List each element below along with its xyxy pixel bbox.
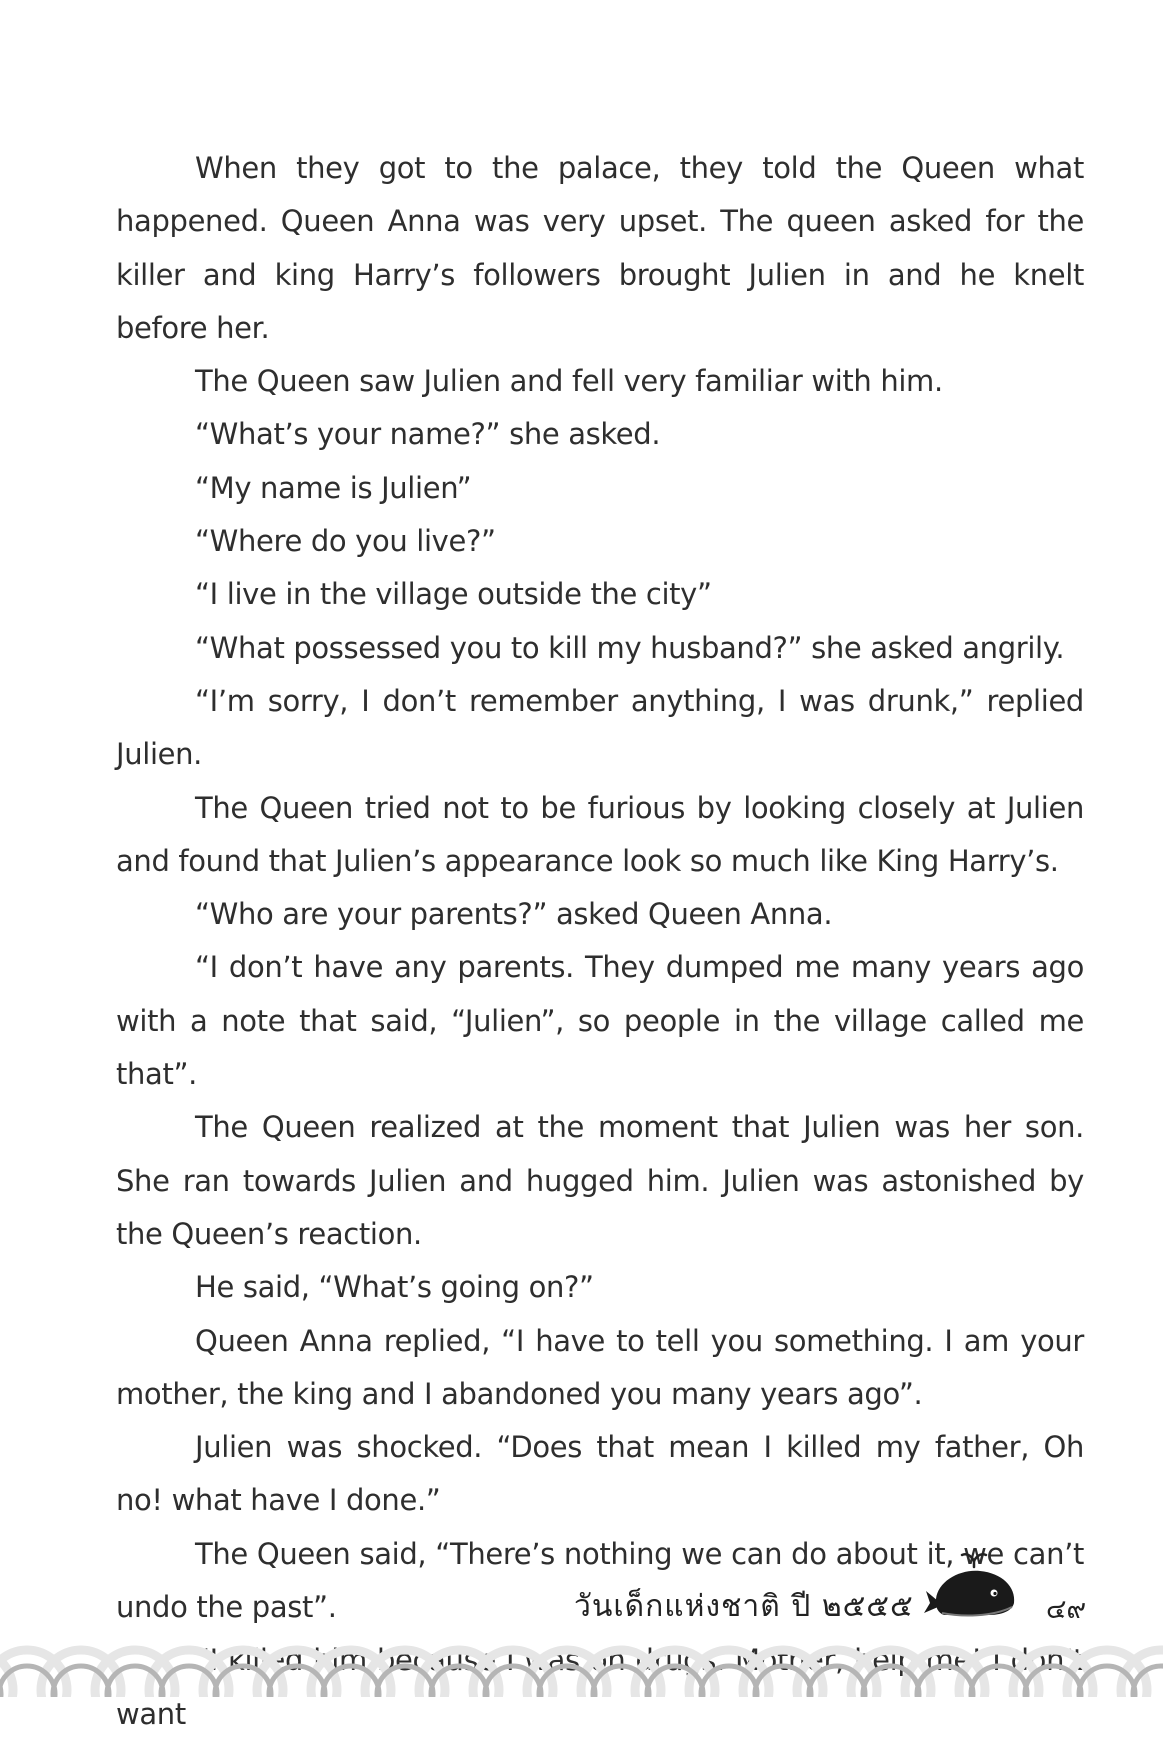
footer-title: วันเด็กแห่งชาติ ปี ๒๕๕๕ — [574, 1589, 914, 1624]
arch-inner — [53, 1666, 109, 1697]
decorative-arch-border — [0, 1628, 1163, 1697]
paragraph: “What’s your name?” she asked. — [195, 417, 661, 452]
arch-inner — [755, 1666, 811, 1697]
paragraph: The Queen saw Julien and fell very familiar with him. — [195, 364, 943, 399]
paragraph: The Queen tried not to be furious by looking closely at Julien and found that Julien’s appearance look so much like King Harry’s. — [116, 790, 1084, 878]
paragraph: “What possessed you to kill my husband?” she asked angrily. — [195, 630, 1065, 665]
paragraph: “I don’t have any parents. They dumped me many years ago with a note that said, “Julien”, so people in the village called me that”. — [116, 950, 1084, 1092]
arch-inner — [539, 1666, 595, 1697]
arch-inner — [971, 1666, 1027, 1697]
arch-inner — [377, 1666, 433, 1697]
arch-inner — [323, 1666, 379, 1697]
paragraph: Julien was shocked. “Does that mean I killed my father, Oh no! what have I done.” — [116, 1430, 1084, 1518]
paragraph: When they got to the palace, they told the Queen what happened. Queen Anna was very upset. The queen asked for the killer and king Harry’s followers brought Julien in and he knelt before her. — [116, 151, 1084, 345]
arch-inner — [647, 1666, 703, 1697]
paragraph: “Who are your parents?” asked Queen Anna. — [195, 897, 833, 932]
paragraph: Queen Anna replied, “I have to tell you something. I am your mother, the king and I abandoned you many years ago”. — [116, 1323, 1084, 1411]
paragraph: “My name is Julien” — [195, 470, 472, 505]
arch-inner — [809, 1666, 865, 1697]
arch-inner — [1079, 1666, 1135, 1697]
whale-icon — [922, 1547, 1022, 1627]
paragraph: “Where do you live?” — [195, 524, 496, 559]
arch-inner — [269, 1666, 325, 1697]
arch-inner — [431, 1666, 487, 1697]
paragraph: The Queen realized at the moment that Julien was her son. She ran towards Julien and hugged him. Julien was astonished by the Queen’s reaction. — [116, 1110, 1084, 1251]
paragraph: The Queen said, “There’s nothing we can do about it, we can’t undo the past”. — [116, 1536, 1084, 1625]
paragraph: “I’m sorry, I don’t remember anything, I was drunk,” replied Julien. — [116, 683, 1084, 772]
arch-inner — [593, 1666, 649, 1697]
arch-inner — [1025, 1666, 1081, 1697]
arch-inner — [701, 1666, 757, 1697]
arch-inner — [215, 1666, 271, 1697]
arch-inner — [485, 1666, 541, 1697]
arch-inner — [161, 1666, 217, 1697]
paragraph: “I killed him because I was on drugs. Mother, help me! I don’t want — [116, 1643, 1084, 1731]
story-text — [116, 142, 1087, 1741]
arch-inner — [107, 1666, 163, 1697]
arch-inner — [917, 1666, 973, 1697]
arch-inner — [863, 1666, 919, 1697]
paragraph: “I live in the village outside the city” — [195, 577, 712, 612]
paragraph: He said, “What’s going on?” — [195, 1270, 594, 1305]
page-number: ๔๙ — [1046, 1594, 1087, 1625]
